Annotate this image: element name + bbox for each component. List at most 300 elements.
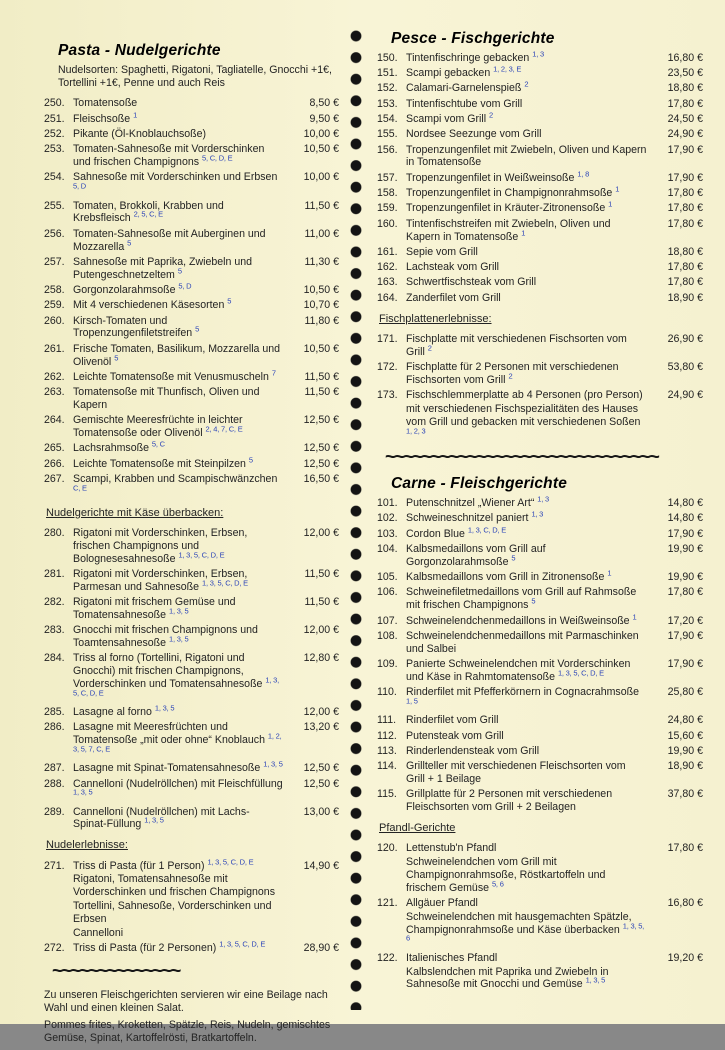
item-price: 12,50 €	[303, 414, 339, 427]
item-name: Lachsteak vom Grill	[406, 261, 500, 274]
item-number: 107.	[377, 614, 398, 627]
item-description: Tortellini, Sahnesoße, Vorderschinken und Erbsen	[73, 900, 272, 925]
item-body	[73, 343, 289, 369]
item-body	[73, 97, 289, 110]
menu-item	[377, 658, 703, 684]
squiggle-divider: ~~~~~~~~~~~~~~	[52, 960, 180, 982]
item-price: 37,80 €	[667, 788, 703, 801]
item-price: 24,50 €	[667, 113, 703, 125]
item-name: Tomatensoße	[73, 97, 138, 110]
item-number: 252.	[44, 128, 65, 140]
footnote-marker: 5, D	[178, 281, 192, 291]
menu-item	[44, 778, 339, 804]
item-body	[406, 333, 653, 359]
menu-item	[44, 596, 339, 622]
item-price: 13,00 €	[303, 805, 339, 818]
item-price: 17,90 €	[667, 658, 703, 671]
item-number: 155.	[377, 128, 398, 141]
item-name: Schweinelendchenmedaillons mit Parmaschinken und Salbei	[406, 629, 639, 655]
item-price: 26,90 €	[667, 332, 703, 345]
footnote-marker: 1, 3, 5	[169, 634, 189, 644]
menu-item	[44, 652, 339, 703]
item-number: 282.	[44, 595, 65, 608]
menu-column-left	[44, 38, 339, 1050]
item-body	[73, 281, 289, 297]
item-name: Grillteller mit verschiedenen Fleischsorten vom Grill + 1 Beilage	[406, 760, 626, 786]
menu-item	[44, 200, 339, 226]
spiral-binding	[347, 26, 365, 1010]
item-number: 266.	[44, 457, 65, 470]
item-body	[406, 612, 653, 628]
item-body	[406, 361, 653, 387]
item-number: 105.	[377, 571, 398, 584]
item-number: 160.	[377, 217, 398, 230]
item-number: 250.	[44, 97, 65, 110]
item-number: 271.	[44, 859, 65, 872]
footnote-marker: 5	[531, 596, 536, 606]
item-number: 151.	[377, 67, 398, 80]
menu-item	[377, 184, 703, 200]
item-price: 24,90 €	[667, 389, 703, 402]
footnote-marker: 1, 8	[577, 169, 590, 179]
item-name: Mit 4 verschiedenen Käsesorten $^5$	[73, 296, 232, 312]
item-name: Scampi vom Grill $^2$	[406, 110, 493, 125]
footnote-marker: 5, C, D, E	[201, 153, 233, 163]
item-number: 286.	[44, 721, 65, 734]
item-price: 16,80 €	[667, 897, 703, 910]
item-name: Fischplatte mit verschiedenen Fischsorten vom Grill $^2$	[406, 332, 627, 358]
item-price: 17,80 €	[667, 187, 703, 200]
item-number: 108.	[377, 629, 398, 642]
item-price: 17,90 €	[667, 629, 703, 642]
item-body	[73, 386, 289, 412]
item-name: Lasagne al forno $^{1, 3, 5}$	[73, 703, 175, 718]
item-number: 253.	[44, 143, 65, 156]
menu-item	[377, 261, 703, 274]
item-body	[73, 296, 289, 312]
menu-item	[44, 228, 339, 254]
item-number: 251.	[44, 112, 65, 125]
item-number: 262.	[44, 370, 65, 383]
menu-item	[44, 281, 339, 297]
item-price: 17,80 €	[667, 276, 703, 289]
footnote-marker: 1, 3, 5	[154, 703, 175, 713]
menu-item	[44, 315, 339, 341]
item-description: Schweinelendchen mit hausgemachten Spätzle, Champignonrahmsoße und Käse überbacken $^{1, 3, 5, 6}$	[406, 910, 645, 943]
item-body	[406, 952, 653, 991]
item-body	[73, 652, 289, 703]
item-number: 156.	[377, 143, 398, 156]
item-name: Fleischsoße $^1$	[73, 110, 138, 125]
menu-item	[377, 612, 703, 628]
item-body	[73, 759, 289, 775]
item-name: Cannelloni (Nudelröllchen) mit Fleischfüllung $^{1, 3, 5}$	[73, 777, 283, 797]
menu-item	[44, 439, 339, 455]
item-name: Rinderlendensteak vom Grill	[406, 744, 540, 757]
footnote-marker: 1, 3, 5	[585, 975, 606, 985]
footnote-marker: 5	[248, 455, 253, 465]
item-body	[406, 199, 653, 215]
footnote-marker: 7	[271, 368, 276, 378]
item-price: 9,50 €	[309, 112, 339, 125]
item-body	[73, 171, 289, 197]
footnote-marker: 1, 3, 5, C, D, E	[557, 668, 604, 678]
item-number: 258.	[44, 283, 65, 296]
item-name: Lachsrahmsoße $^{5, C}$	[73, 439, 165, 455]
item-price: 18,80 €	[667, 245, 703, 258]
menu-item	[377, 361, 703, 387]
item-name: Calamari-Garnelenspieß $^2$	[406, 79, 529, 95]
menu-item	[377, 952, 703, 991]
footnote-marker: 1, 3, 5	[169, 606, 189, 616]
item-price: 25,80 €	[667, 686, 703, 699]
menu-item	[377, 64, 703, 80]
footnote-marker: 1, 3, 5, 6	[406, 921, 645, 943]
item-name: Rigatoni mit frischem Gemüse und Tomatensahnesoße $^{1, 3, 5}$	[73, 595, 236, 621]
menu-item	[44, 256, 339, 282]
menu-item	[44, 527, 339, 565]
item-price: 17,20 €	[667, 614, 703, 627]
item-body	[73, 200, 289, 226]
item-name: Kalbsmedaillons vom Grill in Zitronensoße $^1$	[406, 568, 612, 584]
item-body	[73, 778, 289, 804]
menu-item	[44, 473, 339, 499]
item-number: 115.	[377, 788, 397, 801]
item-price: 10,50 €	[303, 283, 339, 296]
item-body	[406, 144, 653, 170]
item-name: Gemischte Meeresfrüchte in leichter Tomatensoße oder Olivenöl $^{2, 4, 7, C, E}$	[73, 414, 243, 440]
item-number: 265.	[44, 442, 65, 455]
menu-item	[44, 97, 339, 110]
item-body	[406, 276, 653, 289]
footnote-marker: 1, 3	[531, 509, 544, 519]
item-body	[406, 98, 653, 111]
item-name: Frische Tomaten, Basilikum, Mozzarella und Olivenöl $^5$	[73, 342, 281, 368]
item-name: Triss di Pasta (für 2 Personen) $^{1, 3, 5, C, D, E}$	[73, 939, 266, 954]
item-number: 152.	[377, 82, 398, 95]
menu-item	[44, 806, 339, 832]
item-number: 285.	[44, 705, 65, 718]
item-name: Schwertfischsteak vom Grill	[406, 276, 537, 289]
menu-item	[377, 110, 703, 126]
item-number: 150.	[377, 51, 398, 64]
item-name: Zanderfilet vom Grill	[406, 291, 501, 304]
item-price: 12,50 €	[303, 457, 339, 470]
item-price: 17,80 €	[667, 217, 703, 230]
item-price: 19,90 €	[667, 543, 703, 556]
menu-item	[44, 939, 339, 955]
menu-item	[44, 386, 339, 412]
item-name: Rigatoni mit Vorderschinken, Erbsen, Parmesan und Sahnesoße $^{1, 3, 5, C, D, E}$	[73, 567, 248, 593]
item-body	[73, 806, 289, 832]
menu-item	[44, 857, 339, 940]
item-number: 101.	[377, 497, 398, 510]
item-name: Rinderfilet vom Grill	[406, 714, 499, 727]
item-price: 17,80 €	[667, 586, 703, 599]
menu-item	[44, 143, 339, 169]
footnote-marker: 1, 2, 3, E	[493, 64, 522, 74]
item-body	[406, 184, 653, 200]
item-name: Tomatensoße mit Thunfisch, Oliven und Kapern	[73, 386, 260, 411]
item-name: Tintenfischringe gebacken $^{1, 3}$	[406, 49, 544, 64]
menu-item	[377, 745, 703, 758]
item-number: 104.	[377, 543, 398, 556]
item-body	[406, 509, 653, 525]
menu-item	[377, 586, 703, 612]
section-heading: Nudelerlebnisse:	[46, 839, 128, 852]
menu-item	[377, 730, 703, 743]
section-heading: Pfandl-Gerichte	[379, 821, 456, 834]
footnote-marker: 1, 3	[532, 49, 544, 59]
item-number: 255.	[44, 199, 65, 212]
item-body	[406, 246, 653, 259]
item-number: 287.	[44, 762, 65, 775]
menu-item	[377, 98, 703, 111]
item-description: Kalbslendchen mit Paprika und Zwiebeln in Sahnesoße mit Gnocchi und Gemüse $^{1, 3, 5}$	[406, 965, 609, 991]
item-body	[406, 110, 653, 126]
item-price: 19,90 €	[667, 744, 703, 757]
item-body	[73, 128, 289, 141]
footnote-marker: 1, 3, 5, C, D, E	[73, 675, 279, 698]
footnote-marker: 1, 3, 5	[263, 759, 283, 769]
footnote-marker: 5, 6	[491, 879, 504, 889]
item-body	[73, 256, 289, 282]
item-body	[406, 261, 653, 274]
item-name: Leichte Tomatensoße mit Venusmuscheln $^7$	[73, 368, 276, 383]
item-price: 14,90 €	[303, 859, 339, 872]
item-price: 12,00 €	[303, 526, 339, 539]
menu-item	[44, 455, 339, 471]
item-price: 24,80 €	[667, 714, 703, 727]
item-body	[406, 128, 653, 141]
menu-column-right	[377, 26, 703, 994]
item-price: 16,80 €	[667, 51, 703, 64]
menu-item	[377, 686, 703, 712]
item-name: Fischplatte für 2 Personen mit verschiedenen Fischsorten vom Grill $^2$	[406, 360, 619, 386]
item-body	[73, 368, 289, 384]
menu-item	[377, 79, 703, 95]
footer-note: Zu unseren Fleischgerichten servieren wir eine Beilage nach Wahl und einen kleinen Salat.	[44, 988, 328, 1014]
item-name: Leichte Tomatensoße mit Steinpilzen $^5$	[73, 455, 253, 470]
item-price: 14,80 €	[667, 497, 703, 510]
footnote-marker: 2	[508, 371, 513, 381]
item-number: 289.	[44, 805, 65, 818]
item-number: 120.	[377, 842, 398, 855]
item-price: 12,50 €	[303, 442, 339, 455]
item-number: 112.	[377, 729, 397, 742]
footnote-marker: 1, 3, 5	[144, 815, 164, 825]
menu-item	[377, 199, 703, 215]
item-number: 263.	[44, 386, 65, 399]
item-body	[73, 414, 289, 440]
menu-item	[377, 568, 703, 584]
item-name: Tropenzungenfilet in Champignonrahmsoße $^1$	[406, 184, 620, 200]
item-price: 12,50 €	[303, 762, 339, 775]
item-name: Triss al forno (Tortellini, Rigatoni und Gnocchi) mit frischen Champignons, Vorderschinken und Tomatensahnesoße $^{1, 3, 5, C, D, E}$	[73, 652, 279, 698]
footnote-marker: 2	[524, 79, 529, 89]
item-name: Cordon Blue $^{1, 3, C, D, E}$	[406, 525, 507, 540]
item-name: Kalbsmedaillons vom Grill auf Gorgonzolarahmsoße $^5$	[406, 543, 546, 568]
item-price: 18,90 €	[667, 760, 703, 773]
item-name: Gorgonzolarahmsoße $^{5, D}$	[73, 281, 192, 296]
menu-item	[377, 389, 703, 441]
item-number: 171.	[377, 332, 398, 345]
item-name: Tropenzungenfilet mit Zwiebeln, Oliven und Kapern in Tomatensoße	[406, 143, 647, 169]
item-price: 12,00 €	[303, 705, 339, 718]
item-number: 122.	[377, 951, 398, 964]
item-name: Scampi gebacken $^{1, 2, 3, E}$	[406, 64, 522, 80]
menu-item	[377, 144, 703, 170]
item-body	[406, 169, 653, 185]
item-number: 254.	[44, 171, 65, 184]
item-name: Gnocchi mit frischen Champignons und Toamtensahnesoße $^{1, 3, 5}$	[73, 624, 258, 649]
item-body	[406, 686, 653, 712]
item-name: Schweinefiletmedaillons vom Grill auf Rahmsoße mit frischen Champignons $^5$	[406, 586, 637, 612]
item-name: Tomaten, Brokkoli, Krabben und Krebsfleisch $^{2, 5, C, E}$	[73, 199, 224, 225]
item-number: 154.	[377, 113, 398, 125]
item-name: Tintenfischtube vom Grill	[406, 97, 523, 110]
menu-item	[44, 568, 339, 594]
item-body	[406, 788, 653, 814]
item-number: 288.	[44, 777, 65, 790]
footnote-marker: 1	[615, 184, 620, 194]
item-number: 103.	[377, 527, 398, 540]
item-name: Schweinelendchenmedaillons in Weißweinsoße $^1$	[406, 612, 637, 627]
footnote-marker: 2	[427, 343, 432, 353]
menu-item	[377, 292, 703, 305]
section-heading: Nudelgerichte mit Käse überbacken:	[46, 506, 224, 519]
item-number: 102.	[377, 512, 398, 525]
item-price: 17,80 €	[667, 97, 703, 110]
item-body	[406, 760, 653, 786]
footnote-marker: 1, 3, 5, C, D, E	[201, 578, 248, 588]
item-name: Triss di Pasta (für 1 Person) $^{1, 3, 5, C, D, E}$	[73, 857, 254, 872]
menu-item	[44, 171, 339, 197]
section-title: Pasta - Nudelgerichte	[58, 42, 221, 59]
item-number: 109.	[377, 658, 398, 671]
item-price: 12,50 €	[303, 777, 339, 790]
item-name: Tintenfischstreifen mit Zwiebeln, Oliven und Kapern in Tomatensoße $^1$	[406, 217, 611, 243]
item-number: 110.	[377, 686, 397, 699]
item-price: 10,50 €	[303, 143, 339, 156]
item-price: 18,80 €	[667, 82, 703, 95]
item-number: 173.	[377, 389, 398, 402]
item-price: 13,20 €	[303, 721, 339, 734]
item-body	[73, 110, 289, 126]
menu-item	[377, 897, 703, 949]
item-number: 260.	[44, 314, 65, 327]
item-price: 11,50 €	[304, 567, 339, 580]
menu-item	[44, 759, 339, 775]
item-number: 267.	[44, 473, 65, 485]
footnote-marker: 1, 3, 5	[73, 787, 93, 797]
item-number: 261.	[44, 342, 65, 355]
menu-item	[377, 509, 703, 525]
footnote-marker: 1, 3	[537, 494, 550, 504]
footnote-marker: 2	[489, 110, 493, 120]
item-price: 17,80 €	[667, 842, 703, 855]
item-price: 17,90 €	[667, 527, 703, 540]
item-number: 158.	[377, 187, 398, 200]
item-number: 283.	[44, 624, 65, 637]
menu-item	[377, 630, 703, 656]
item-number: 111.	[377, 714, 397, 727]
footnote-marker: 1	[632, 612, 637, 622]
item-number: 106.	[377, 586, 398, 599]
menu-item	[377, 714, 703, 727]
item-body	[406, 714, 653, 727]
item-body	[73, 527, 289, 565]
item-name: Panierte Schweinelendchen mit Vorderschinken und Käse in Rahmtomatensoße $^{1, 3, 5, C, D, E}$	[406, 658, 631, 683]
menu-item	[377, 760, 703, 786]
item-price: 28,90 €	[303, 941, 339, 954]
item-number: 264.	[44, 414, 65, 427]
item-body	[406, 218, 653, 244]
menu-item	[44, 624, 339, 650]
footnote-marker: 2, 5, C, E	[133, 209, 163, 219]
menu-item	[44, 110, 339, 126]
section-subtitle: Nudelsorten: Spaghetti, Rigatoni, Tagliatelle, Gnocchi +1€, Tortellini +1€, Penne und auch Reis	[58, 63, 332, 89]
item-name: Italienisches Pfandl	[406, 951, 498, 964]
footnote-marker: 5	[227, 296, 232, 306]
item-description: Cannelloni	[73, 926, 124, 939]
footnote-marker: 1, 2, 3, 5, 7, C, E	[73, 731, 282, 754]
menu-item	[377, 49, 703, 65]
item-price: 11,50 €	[304, 386, 339, 399]
item-price: 24,90 €	[667, 128, 703, 141]
menu-item	[44, 703, 339, 719]
footnote-marker: 5	[177, 266, 182, 276]
menu-item	[377, 169, 703, 185]
menu-item	[44, 296, 339, 312]
item-number: 284.	[44, 652, 65, 665]
footnote-marker: 5, C	[151, 439, 165, 449]
footnote-marker: 1	[607, 568, 612, 578]
item-name: Allgäuer Pfandl	[406, 897, 478, 910]
footnote-marker: 5, D	[73, 181, 86, 191]
item-name: Tropenzungenfilet in Weißweinsoße $^{1, 8}$	[406, 169, 590, 184]
item-name: Nordsee Seezunge vom Grill	[406, 128, 542, 141]
item-name: Lettenstub'n Pfandl	[406, 842, 497, 855]
item-body	[406, 586, 653, 612]
menu-item	[377, 788, 703, 814]
menu-item	[44, 368, 339, 384]
item-body	[406, 389, 653, 441]
item-body	[406, 842, 653, 894]
footnote-marker: C, E	[73, 483, 87, 493]
footnote-marker: 5	[195, 324, 200, 334]
footnote-marker: 1, 2, 3	[406, 426, 426, 436]
item-price: 15,60 €	[667, 729, 703, 742]
item-price: 18,90 €	[667, 291, 703, 304]
item-name: Lasagne mit Meeresfrüchten und Tomatensoße „mit oder ohne“ Knoblauch $^{1, 2, 3, 5, 7, C, E}$	[73, 721, 282, 754]
item-body	[406, 525, 653, 541]
item-price: 17,90 €	[667, 171, 703, 184]
item-name: Pikante (Öl-Knoblauchsoße)	[73, 128, 207, 140]
item-body	[406, 658, 653, 684]
footnote-marker: 1, 5	[406, 696, 418, 706]
item-number: 272.	[44, 941, 65, 954]
item-name: Tomaten-Sahnesoße mit Vorderschinken und frischen Champignons $^{5, C, D, E}$	[73, 143, 265, 169]
item-price: 11,50 €	[304, 199, 339, 212]
item-number: 113.	[377, 744, 397, 757]
menu-item	[44, 343, 339, 369]
menu-item	[44, 721, 339, 759]
footnote-marker: 1, 3, 5, C, D, E	[207, 857, 254, 867]
item-name: Sahnesoße mit Paprika, Zwiebeln und Putengeschnetzeltem $^5$	[73, 255, 253, 281]
item-number: 259.	[44, 299, 65, 312]
item-body	[406, 630, 653, 656]
